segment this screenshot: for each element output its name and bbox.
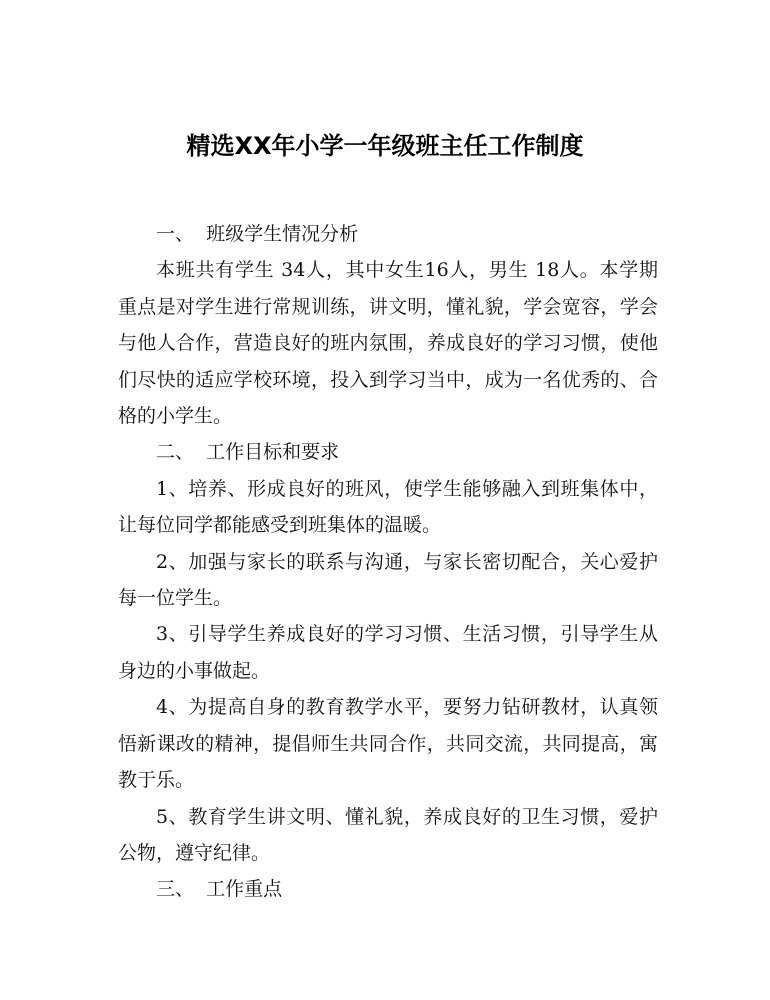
section-heading-1: 一、 班级学生情况分析 bbox=[156, 223, 359, 245]
paragraph-class-analysis: 本班共有学生 34人，其中女生16人，男生 18人。本学期重点是对学生进行常规训练，讲文明，懂礼貌，学会宽容，学会与他人合作，营造良好的班内氛围，养成良好的学习习惯，使他们尽快的适应学校环境，投入到学习当中，成为一名优秀的、合格的小学生。 bbox=[118, 259, 658, 428]
section-heading-3: 三、 工作重点 bbox=[156, 878, 283, 901]
list-item-goal-3: 3、引导学生养成良好的学习习惯、生活习惯，引导学生从身边的小事做起。 bbox=[118, 623, 658, 682]
list-item-goal-5: 5、教育学生讲文明、懂礼貌，养成良好的卫生习惯，爱护公物，遵守纪律。 bbox=[118, 805, 658, 864]
list-item-goal-1: 1、培养、形成良好的班风，使学生能够融入到班集体中，让每位同学都能感受到班集体的温暖。 bbox=[118, 477, 658, 537]
section-heading-2: 二、 工作目标和要求 bbox=[156, 441, 340, 464]
document-title: 精选XX年小学一年级班主任工作制度 bbox=[186, 132, 584, 160]
document-body bbox=[118, 216, 658, 908]
list-item-goal-4: 4、为提高自身的教育教学水平，要努力钻研教材，认真领悟新课改的精神，提倡师生共同合作，共同交流，共同提高，寓教于乐。 bbox=[118, 696, 658, 792]
list-item-goal-2: 2、加强与家长的联系与沟通，与家长密切配合，关心爱护每一位学生。 bbox=[118, 550, 658, 610]
